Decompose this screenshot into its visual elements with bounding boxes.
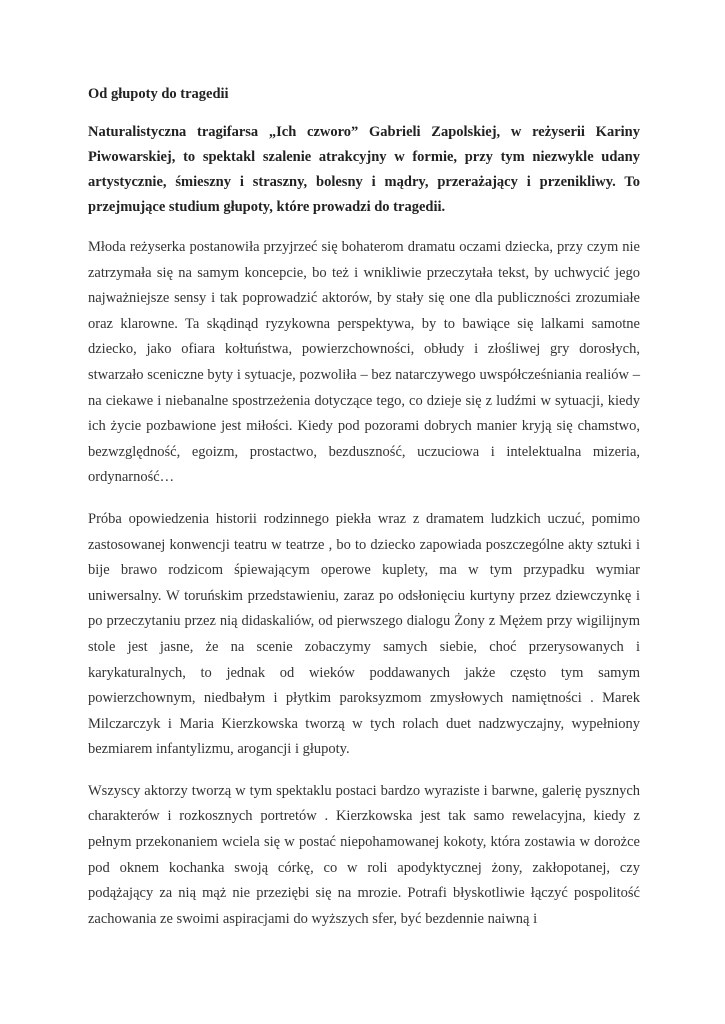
lead-paragraph: Naturalistyczna tragifarsa „Ich czworo” Gabrieli Zapolskiej, w reżyserii Kariny Piwowarskiej, to spektakl szalenie atrakcyjny w formie, przy tym niezwykle udany artystycznie, śmieszny i straszny, bolesny i mądry, przerażający i przenikliwy. To przejmujące studium głupoty, które prowadzi do tragedii. — [88, 124, 640, 215]
document-page — [88, 84, 640, 948]
body-paragraph-3: Wszyscy aktorzy tworzą w tym spektaklu postaci bardzo wyraziste i barwne, galerię pysznych charakterów i rozkosznych portretów . Kierzkowska jest tak samo rewelacyjna, kiedy z pełnym przekonaniem wciela się w postać niepohamowanej kokoty, która zostawia w dorożce pod oknem kochanka swoją córkę, co w roli apodyktycznej żony, zakłopotanej, czy podążający za nią mąż nie przeziębi się na mrozie. Potrafi błyskotliwie łączyć pospolitość zachowania ze swoimi aspiracjami do wyższych sfer, być bezdennie naiwną i — [88, 782, 640, 927]
document-title: Od głupoty do tragedii — [88, 86, 229, 102]
body-paragraph-2: Próba opowiedzenia historii rodzinnego piekła wraz z dramatem ludzkich uczuć, pomimo zastosowanej konwencji teatru w teatrze , bo to dziecko zapowiada poszczególne akty sztuki i bije brawo rodzicom śpiewającym operowe kuplety, ma w tym przypadku wymiar uniwersalny. W toruńskim przedstawieniu, zaraz po odsłonięciu kurtyny przez dziewczynkę i po przeczytaniu przez nią didaskaliów, od pierwszego dialogu Żony z Mężem przy wigilijnym stole jest jasne, że na scenie zobaczymy samych siebie, choć przerysowanych i karykaturalnych, to jednak od wieków poddawanych jakże często tym samym powierzchownym, niedbałym i płytkim paroksyzmom zmysłowych namiętności . Marek Milczarczyk i Maria Kierzkowska tworzą w tych rolach duet nadzwyczajny, wypełniony bezmiarem infantylizmu, arogancji i głupoty. — [88, 510, 640, 758]
body-paragraph-1: Młoda reżyserka postanowiła przyjrzeć się bohaterom dramatu oczami dziecka, przy czym nie zatrzymała się na samym koncepcie, bo też i wnikliwie przeczytała tekst, by uchwycić jego najważniejsze sensy i tak poprowadzić aktorów, by stały się one dla publiczności zrozumiałe oraz klarowne. Ta skądinąd ryzykowna perspektywa, by to bawiące się lalkami samotne dziecko, jako ofiara kołtuństwa, powierzchowności, obłudy i złośliwej gry dorosłych, stwarzało sceniczne byty i sytuacje, pozwoliła – bez natarczywego uwspółcześniania realiów – na ciekawe i niebanalne spostrzeżenia dotyczące tego, co dzieje się z ludźmi w sytuacji, kiedy ich życie pozbawione jest miłości. Kiedy pod pozorami dobrych manier kryją się chamstwo, bezwzględność, egoizm, prostactwo, bezduszność, uczuciowa i intelektualna mizeria, ordynarność… — [88, 239, 640, 486]
